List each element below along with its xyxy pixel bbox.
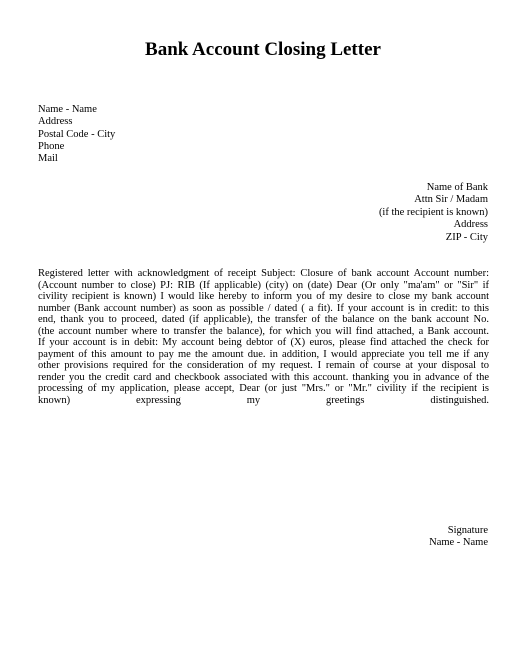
recipient-address: Address <box>453 219 488 231</box>
recipient-bank-name: Name of Bank <box>426 182 488 193</box>
recipient-known-note: (if the recipient is known) <box>378 206 488 218</box>
sender-name: Name - Name <box>38 104 97 115</box>
body-line: known) expressing my greetings distinguished. <box>38 395 489 407</box>
sender-postal-city: Postal Code - City <box>38 128 116 140</box>
sender-block <box>38 104 115 165</box>
sender-phone: Phone <box>38 140 65 152</box>
document-title: Bank Account Closing Letter <box>145 39 381 60</box>
body-line: civility recipient is known) I would like hereby to inform you of my desire to close my bank account <box>38 291 489 303</box>
body-line: end, thank you to proceed, dated (if applicable), the transfer of the balance on the bank account No. <box>38 314 489 326</box>
body-line: If your account is in debit: My account being debtor of (X) euros, please find attached the check for <box>38 337 489 349</box>
body-line: processing of my application, please accept, Dear (or just "Mrs." or "Mr." civility if the recipient is <box>38 383 489 395</box>
recipient-attention: Attn Sir / Madam <box>414 194 488 206</box>
signature-label: Signature <box>447 525 488 536</box>
body-line: other provisions required for the consideration of my request. I remain of course at your disposal to <box>38 360 489 372</box>
body-line: render you the credit card and checkbook associated with this account. thanking you in advance of the <box>38 371 489 383</box>
signature-block <box>429 525 488 550</box>
letter-body <box>38 268 489 407</box>
signature-name: Name - Name <box>429 537 488 549</box>
body-line: number (Bank account number) as soon as possible / dated ( a fit). If your account is in credit: to this <box>38 302 489 314</box>
body-line: Registered letter with acknowledgment of receipt Subject: Closure of bank account Account number: <box>38 268 489 279</box>
sender-mail: Mail <box>38 153 58 165</box>
body-line: (Account number to close) PJ: RIB (If applicable) (city) on (date) Dear (Or only "ma'am" or "Sir" if <box>38 279 489 291</box>
body-line: (the account number where to transfer the balance), for which you will find attached, a Bank account. <box>38 325 489 337</box>
recipient-zip-city: ZIP - City <box>445 231 488 243</box>
body-line: payment of this amount to pay me the amount due. in addition, I would appreciate you tell me if any <box>38 348 489 360</box>
recipient-block <box>379 182 488 244</box>
sender-address: Address <box>38 116 73 128</box>
